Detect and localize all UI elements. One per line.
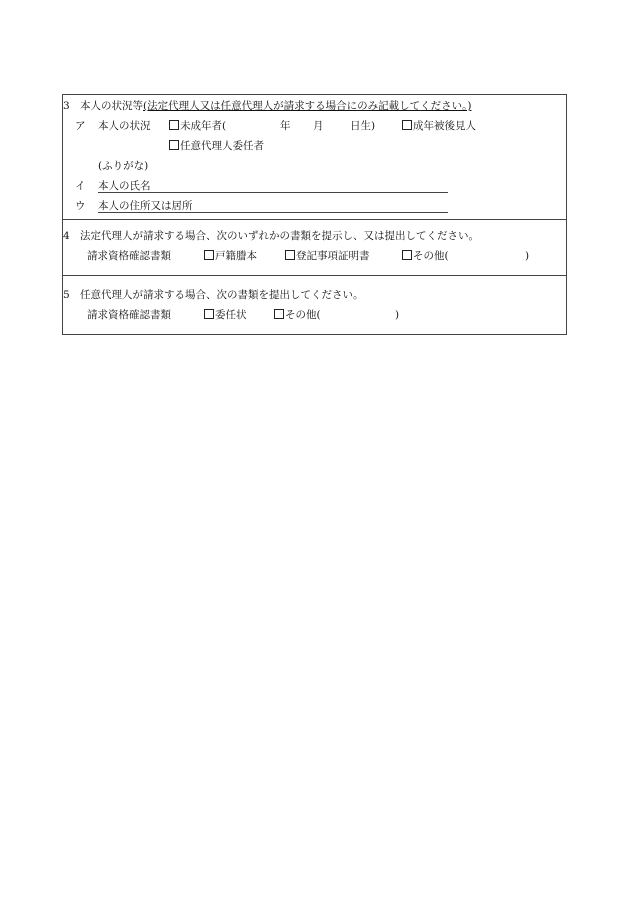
section-4-number: 4 (63, 230, 70, 242)
principal-address-label: 本人の住所又は居所 (98, 200, 193, 212)
section-4-title: 法定代理人が請求する場合、次のいずれかの書類を提示し、又は提出してください。 (80, 230, 479, 242)
section-3-number: 3 (63, 100, 70, 112)
section-5-other-checkbox[interactable] (274, 309, 284, 319)
registry-certificate-option[interactable] (285, 250, 370, 262)
section-5-number: 5 (63, 289, 70, 301)
section-4-docs-label: 請求資格確認書類 (87, 250, 171, 262)
section-4-other-option[interactable] (402, 250, 449, 262)
section-3-note: (法定代理人又は任意代理人が請求する場合にのみ記載してください。) (143, 100, 472, 112)
registry-certificate-label: 登記事項証明書 (296, 250, 370, 262)
birth-day-label: 日生) (350, 120, 376, 132)
section-5-other-label: その他( (285, 309, 321, 321)
registry-certificate-checkbox[interactable] (285, 250, 295, 260)
section-4-other-checkbox[interactable] (402, 250, 412, 260)
adult-ward-checkbox[interactable] (402, 120, 412, 130)
section-4-other-label: その他( (413, 250, 449, 262)
minor-checkbox[interactable] (169, 120, 179, 130)
principal-label: 任意代理人委任者 (180, 140, 264, 152)
minor-label: 未成年者( (180, 120, 227, 132)
family-register-checkbox[interactable] (204, 250, 214, 260)
section-5-other-close: ) (395, 309, 400, 321)
item-u-mark: ウ (75, 200, 86, 212)
adult-ward-label: 成年被後見人 (413, 120, 476, 132)
status-label: 本人の状況 (98, 120, 151, 132)
section-3-title: 本人の状況等 (80, 100, 143, 112)
section-5-title: 任意代理人が請求する場合、次の書類を提出してください。 (80, 289, 364, 301)
item-a-mark: ア (75, 120, 86, 132)
birth-year-label: 年 (280, 120, 291, 132)
section-4-legal-representative (63, 220, 566, 276)
family-register-label: 戸籍謄本 (215, 250, 257, 262)
section-5-docs-label: 請求資格確認書類 (87, 309, 171, 321)
principal-checkbox[interactable] (169, 140, 179, 150)
item-i-mark: イ (75, 180, 86, 192)
principal-address-field[interactable] (98, 212, 448, 213)
power-of-attorney-option[interactable] (204, 309, 247, 321)
section-3-principal-status (63, 95, 566, 220)
minor-option[interactable] (169, 120, 226, 132)
section-5-voluntary-representative (63, 276, 566, 334)
adult-ward-option[interactable] (402, 120, 476, 132)
principal-option[interactable] (169, 140, 264, 152)
furigana-label: (ふりがな) (98, 160, 149, 172)
request-form-continuation (62, 94, 567, 335)
section-5-other-option[interactable] (274, 309, 321, 321)
principal-name-label: 本人の氏名 (98, 180, 151, 192)
section-4-other-close: ) (525, 250, 530, 262)
family-register-option[interactable] (204, 250, 257, 262)
power-of-attorney-label: 委任状 (215, 309, 247, 321)
power-of-attorney-checkbox[interactable] (204, 309, 214, 319)
principal-name-field[interactable] (98, 192, 448, 193)
birth-month-label: 月 (313, 120, 324, 132)
